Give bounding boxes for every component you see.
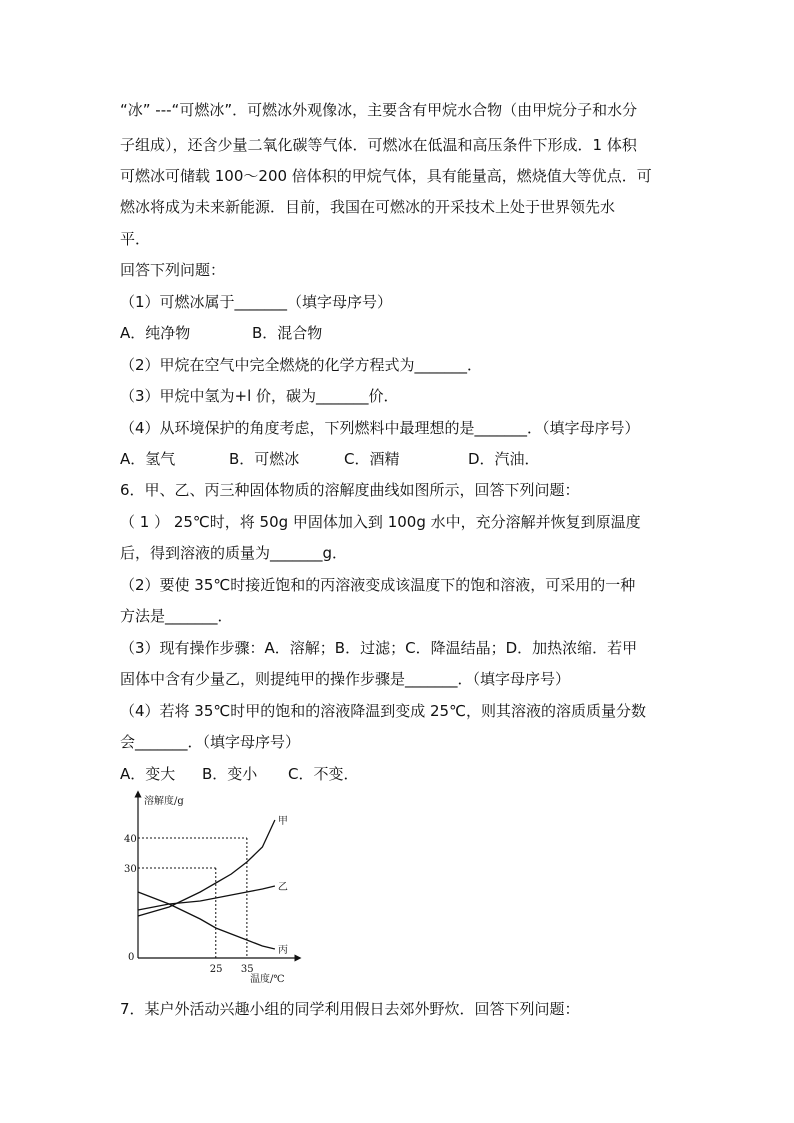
q5-part4-options [120, 449, 540, 469]
series-label: 乙 [277, 882, 288, 893]
x-tick-label: 35 [240, 964, 254, 975]
q5-part3: （3）甲烷中氢为+l 价，碳为_______价． [120, 387, 399, 405]
paragraph-line-2: 子组成），还含少量二氧化碳等气体．可燃冰在低温和高压条件下形成．1 体积 [120, 136, 637, 154]
option-c: C．不变． [288, 765, 359, 783]
q6-part4-line1: （4）若将 35℃时甲的饱和的溶液降温到变成 25℃，则其溶液的溶质质量分数 [120, 702, 646, 720]
option-a: A．变大 [120, 765, 176, 783]
q5-part4: （4）从环境保护的角度考虑，下列燃料中最理想的是_______．（填字母序号） [120, 419, 640, 437]
x-axis-label: 温度/℃ [250, 974, 285, 984]
q6-part1-line2: 后，得到溶液的质量为_______g． [120, 544, 348, 562]
x-tick-label: 25 [209, 964, 223, 975]
option-d: D．汽油． [468, 450, 540, 468]
q6-part3-line2: 固体中含有少量乙，则提纯甲的操作步骤是_______．（填字母序号） [120, 670, 571, 688]
answer-prompt: 回答下列问题： [120, 261, 226, 279]
q6-part4-options [120, 764, 358, 784]
series-label: 丙 [277, 945, 288, 956]
paragraph-line-5: 平． [120, 230, 151, 248]
y-tick-label: 30 [124, 864, 137, 875]
series-line [138, 892, 275, 949]
q5-part1: （1）可燃冰属于_______（填字母序号） [120, 293, 393, 311]
option-a: A．纯净物 [120, 324, 191, 342]
paragraph-line-1: “冰” ---“可燃冰”．可燃冰外观像冰，主要含有甲烷水合物（由甲烷分子和水分 [120, 101, 638, 119]
series-label: 甲 [277, 816, 288, 827]
y-axis-label: 溶解度/g [144, 796, 184, 807]
q5-part1-options [120, 323, 322, 343]
q6-part1-line1: （ 1 ） 25℃时，将 50g 甲固体加入到 100g 水中，充分溶解并恢复到原温度 [120, 513, 641, 531]
series-line [138, 886, 275, 910]
q6-part3-line1: （3）现有操作步骤：A．溶解；B．过滤；C．降温结晶；D．加热浓缩．若甲 [120, 639, 638, 657]
origin-label: 0 [128, 952, 135, 963]
option-a: A．氢气 [120, 450, 176, 468]
q6-stem: 6．甲、乙、丙三种固体物质的溶解度曲线如图所示，回答下列问题： [120, 481, 580, 499]
q7-stem: 7．某户外活动兴趣小组的同学利用假日去郊外野炊．回答下列问题： [120, 1000, 580, 1018]
option-c: C．酒精 [344, 450, 400, 468]
option-b: B．变小 [202, 765, 258, 783]
paragraph-line-4: 燃冰将成为未来新能源．目前，我国在可燃冰的开采技术上处于世界领先水 [120, 198, 616, 216]
solubility-chart [122, 788, 302, 984]
y-tick-label: 40 [124, 834, 137, 845]
q5-part2: （2）甲烷在空气中完全燃烧的化学方程式为_______． [120, 356, 483, 374]
q6-part2-line2: 方法是_______． [120, 607, 233, 625]
q6-part4-line2: 会_______．（填字母序号） [120, 733, 301, 751]
option-b: B．可燃冰 [229, 450, 300, 468]
solubility-chart-svg [122, 788, 302, 984]
option-b: B．混合物 [252, 324, 323, 342]
paragraph-line-3: 可燃冰可储载 100～200 倍体积的甲烷气体，具有能量高，燃烧值大等优点．可 [120, 167, 652, 185]
q6-part2-line1: （2）要使 35℃时接近饱和的丙溶液变成该温度下的饱和溶液，可采用的一种 [120, 576, 636, 594]
